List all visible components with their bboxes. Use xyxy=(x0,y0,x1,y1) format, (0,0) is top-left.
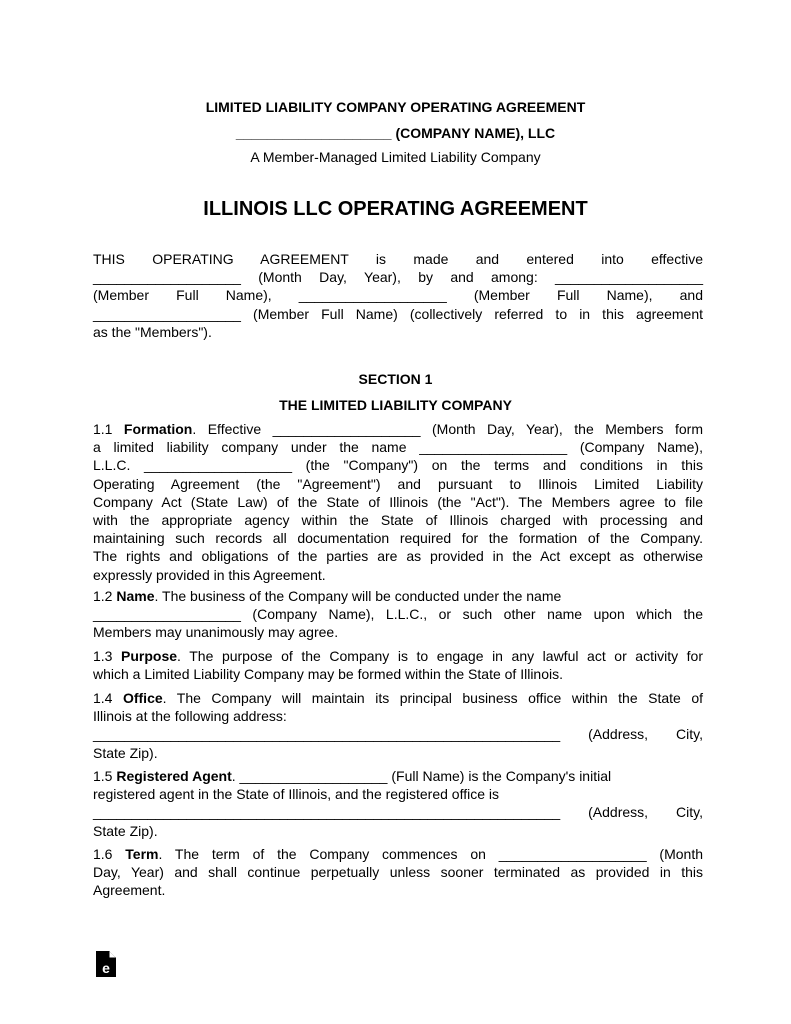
clause-1-4 xyxy=(93,689,703,762)
svg-text:e: e xyxy=(102,960,110,976)
clause-heading: Formation xyxy=(123,421,193,437)
clause-number: 1.1 xyxy=(93,421,124,437)
clause-text: . The term of the Company commences on ___________________ (Month xyxy=(158,846,703,862)
clause-heading: Office xyxy=(122,690,163,706)
clause-first-line xyxy=(93,767,703,785)
clause-line: State Zip). xyxy=(93,744,158,761)
etemplates-logo-icon xyxy=(95,950,117,978)
clause-heading: Name xyxy=(116,588,155,604)
clause-line: L.L.C. ___________________ (the "Company") on the terms and conditions in this xyxy=(93,457,703,474)
company-type-subtitle: A Member-Managed Limited Liability Company xyxy=(250,149,541,165)
clause-line: with the appropriate agency within the State of Illinois charged with processing and xyxy=(93,512,703,529)
clause-line: Day, Year) and shall continue perpetually unless sooner terminated as provided in this xyxy=(93,864,703,881)
document-title: ILLINOIS LLC OPERATING AGREEMENT xyxy=(203,198,588,220)
clause-line: a limited liability company under the name ___________________ (Company Name), xyxy=(93,439,703,456)
clause-line: The rights and obligations of the parties are as provided in the Act except as otherwise xyxy=(93,548,703,565)
clause-number: 1.4 xyxy=(93,690,123,706)
clause-first-line xyxy=(93,845,703,863)
clause-first-line xyxy=(93,420,703,438)
clause-heading: Registered Agent xyxy=(116,768,232,784)
company-name-line: ____________________ (COMPANY NAME), LLC xyxy=(235,125,556,141)
clause-first-line xyxy=(93,689,703,707)
agreement-type-heading: LIMITED LIABILITY COMPANY OPERATING AGREEMENT xyxy=(205,99,586,115)
clause-line: ___________________ (Company Name), L.L.C., or such other name upon which the xyxy=(93,606,703,623)
clause-1-1 xyxy=(93,420,703,584)
clause-line: which a Limited Liability Company may be formed within the State of Illinois. xyxy=(93,666,563,683)
clause-number: 1.3 xyxy=(93,648,122,664)
clause-first-line xyxy=(93,587,703,605)
clause-number: 1.5 xyxy=(93,768,117,784)
clause-1-2 xyxy=(93,587,703,642)
clause-text: . The purpose of the Company is to engage in any lawful act or activity for xyxy=(177,648,703,664)
clause-line: State Zip). xyxy=(93,822,158,839)
etemplates-logo-svg xyxy=(95,950,117,978)
clause-text: . ___________________ (Full Name) is the Company's initial xyxy=(231,768,612,784)
section-title: THE LIMITED LIABILITY COMPANY xyxy=(279,397,512,413)
clause-text: . The Company will maintain its principal business office within the State of xyxy=(162,690,703,706)
clause-text: . The business of the Company will be conducted under the name xyxy=(154,588,562,604)
section-number: SECTION 1 xyxy=(358,371,433,387)
clause-line: Members may unanimously may agree. xyxy=(93,624,339,641)
clause-number: 1.2 xyxy=(93,588,117,604)
intro-line: THIS OPERATING AGREEMENT is made and entered into effective xyxy=(93,251,703,267)
intro-line: ___________________ (Month Day, Year), by and among: ___________________ xyxy=(93,269,703,286)
clause-heading: Term xyxy=(125,846,159,862)
clause-line: maintaining such records all documentation required for the formation of the Company. xyxy=(93,530,703,547)
clause-number: 1.6 xyxy=(93,846,126,862)
clause-line: registered agent in the State of Illinois, and the registered office is xyxy=(93,786,499,803)
intro-paragraph xyxy=(93,250,703,341)
clause-heading: Purpose xyxy=(121,648,178,664)
clause-1-6 xyxy=(93,845,703,900)
clause-line: Company Act (State Law) of the State of Illinois (the "Act"). The Members agree to file xyxy=(93,493,703,510)
intro-line: ___________________ (Member Full Name) (collectively referred to in this agreement xyxy=(93,305,703,322)
intro-line: as the "Members"). xyxy=(93,323,212,340)
clause-line: expressly provided in this Agreement. xyxy=(93,566,326,583)
clause-line: Operating Agreement (the "Agreement") and pursuant to Illinois Limited Liability xyxy=(93,475,703,492)
clause-1-5 xyxy=(93,767,703,840)
clause-line: Illinois at the following address: xyxy=(93,708,287,725)
clause-line: Agreement. xyxy=(93,882,166,899)
clause-text: . Effective ___________________ (Month Day, Year), the Members form xyxy=(192,421,703,437)
clause-line: ____________________________________________________________ (Address, City, xyxy=(93,804,703,821)
intro-line: (Member Full Name), ___________________ (Member Full Name), and xyxy=(93,287,703,304)
clause-line: ____________________________________________________________ (Address, City, xyxy=(93,726,703,743)
clause-first-line xyxy=(93,647,703,665)
clause-1-3 xyxy=(93,647,703,683)
